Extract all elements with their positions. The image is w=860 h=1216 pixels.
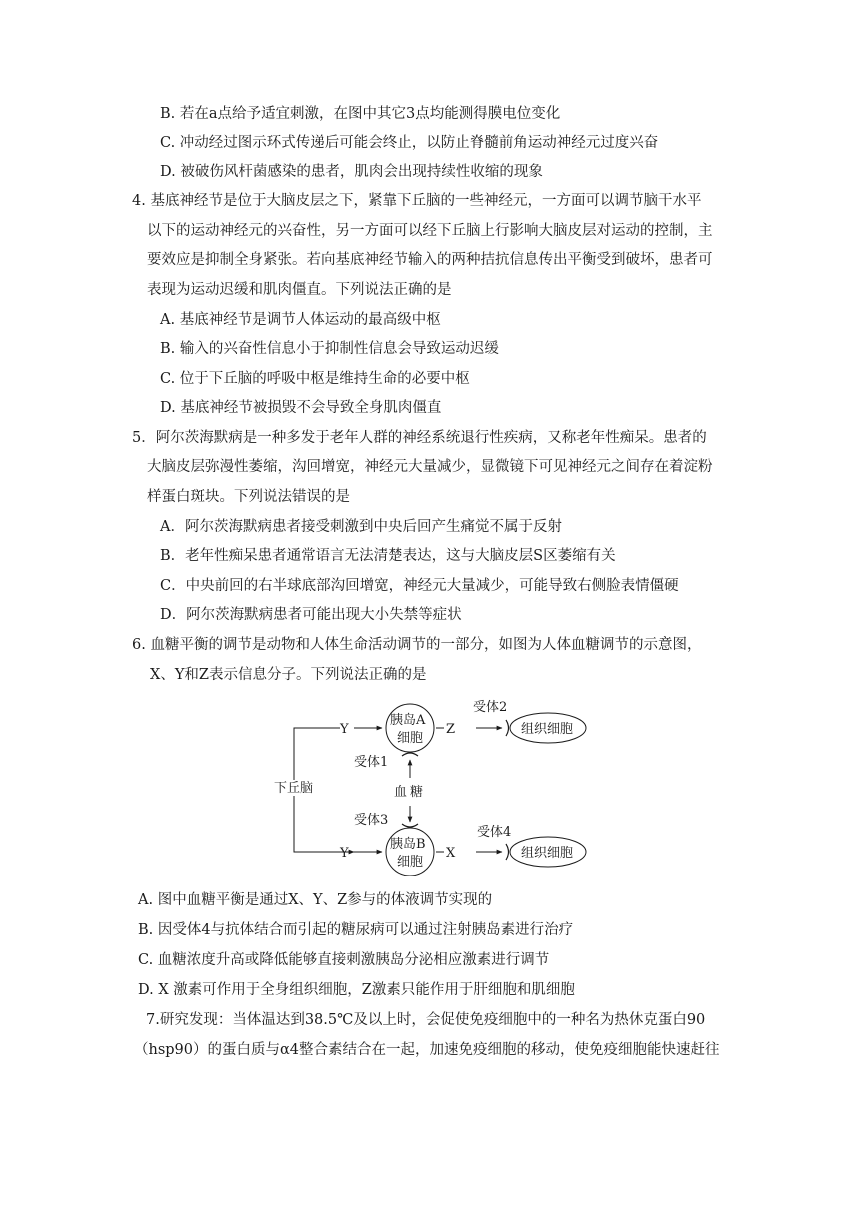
q5-option-a: A．阿尔茨海默病患者接受刺激到中央后回产生痛觉不属于反射 — [160, 519, 562, 535]
q4-option-d: D. 基底神经节被损毁不会导致全身肌肉僵直 — [160, 400, 442, 416]
islet-a-label-line-2: 细胞 — [397, 731, 424, 746]
receptor-2-mark — [506, 720, 509, 736]
receptor-1-label: 受体1 — [354, 755, 389, 770]
hypothalamus-label: 下丘脑 — [274, 781, 314, 796]
q7-stem-line-1: 7.研究发现：当体温达到38.5℃及以上时，会促使免疫细胞中的一种名为热休克蛋白90 — [146, 1012, 706, 1028]
q5-stem-line-1: 5．阿尔茨海默病是一种多发于老年人群的神经系统退行性疾病，又称老年性痴呆。患者的 — [132, 430, 707, 446]
q4-option-a: A. 基底神经节是调节人体运动的最高级中枢 — [160, 312, 441, 328]
hypothalamus-bracket-line — [294, 728, 334, 780]
q6-stem-line-1: 6. 血糖平衡的调节是动物和人体生命活动调节的一部分，如图为人体血糖调节的示意图， — [132, 637, 702, 653]
q4-stem-line-2: 以下的运动神经元的兴奋性，另一方面可以经下丘脑上行影响大脑皮层对运动的控制，主 — [147, 223, 713, 239]
q6-option-d: D. X 激素可作用于全身组织细胞，Z激素只能作用于肝细胞和肌细胞 — [138, 982, 575, 998]
q6-option-b: B. 因受体4与抗体结合而引起的糖尿病可以通过注射胰岛素进行治疗 — [138, 922, 574, 938]
q5-stem-line-2: 大脑皮层弥漫性萎缩，沟回增宽，神经元大量减少，显微镜下可见神经元之间存在着淀粉 — [147, 459, 713, 475]
q3-option-c: C. 冲动经过图示环式传递后可能会终止，以防止脊髓前角运动神经元过度兴奋 — [160, 135, 659, 151]
q3-option-b: B. 若在a点给予适宜刺激，在图中其它3点均能测得膜电位变化 — [160, 106, 561, 122]
q5-option-d: D．阿尔茨海默病患者可能出现大小失禁等症状 — [160, 607, 462, 623]
receptor-3-label: 受体3 — [354, 813, 389, 828]
blood-sugar-regulation-diagram — [270, 692, 600, 876]
q7-stem-line-2: （hsp90）的蛋白质与α4整合素结合在一起，加速免疫细胞的移动，使免疫细胞能快速赶往 — [134, 1042, 720, 1058]
receptor-1-mark — [402, 753, 418, 756]
receptor-3-mark — [402, 824, 418, 827]
receptor-4-mark — [506, 844, 509, 860]
y-bottom-label: Y — [340, 846, 349, 861]
receptor-2-label: 受体2 — [473, 700, 508, 715]
z-label: Z — [446, 722, 456, 737]
q4-option-b: B. 输入的兴奋性信息小于抑制性信息会导致运动迟缓 — [160, 341, 499, 357]
q6-option-a: A. 图中血糖平衡是通过X、Y、Z参与的体液调节实现的 — [138, 892, 493, 908]
y-top-label: Y — [340, 722, 349, 737]
blood-sugar-label-2: 糖 — [410, 785, 424, 800]
q6-option-c: C. 血糖浓度升高或降低能够直接刺激胰岛分泌相应激素进行调节 — [138, 952, 550, 968]
tissue-cell-top-label: 组织细胞 — [521, 722, 574, 737]
hypothalamus-bracket-line-lower — [294, 796, 354, 852]
islet-b-label-line-1: 胰岛B — [390, 837, 426, 852]
q4-stem-line-3: 要效应是抑制全身紧张。若向基底神经节输入的两种拮抗信息传出平衡受到破坏，患者可 — [147, 252, 713, 268]
q5-stem-line-3: 样蛋白斑块。下列说法错误的是 — [147, 489, 350, 505]
q5-option-c: C．中央前回的右半球底部沟回增宽，神经元大量减少，可能导致右侧脸表情僵硬 — [160, 578, 679, 594]
q6-stem-line-2: X、Y和Z表示信息分子。下列说法正确的是 — [150, 667, 427, 683]
q5-option-b: B．老年性痴呆患者通常语言无法清楚表达，这与大脑皮层S区萎缩有关 — [160, 548, 616, 564]
islet-a-label-line-1: 胰岛A — [390, 713, 426, 728]
x-label: X — [446, 846, 456, 861]
q4-option-c: C. 位于下丘脑的呼吸中枢是维持生命的必要中枢 — [160, 371, 470, 387]
blood-sugar-label-1: 血 — [394, 785, 408, 800]
tissue-cell-bottom-label: 组织细胞 — [521, 846, 574, 861]
receptor-4-label: 受体4 — [477, 825, 512, 840]
q4-stem-line-4: 表现为运动迟缓和肌肉僵直。下列说法正确的是 — [147, 282, 452, 298]
islet-b-label-line-2: 细胞 — [397, 855, 424, 870]
q3-option-d: D. 被破伤风杆菌感染的患者，肌肉会出现持续性收缩的现象 — [160, 164, 543, 180]
q4-stem-line-1: 4. 基底神经节是位于大脑皮层之下，紧靠下丘脑的一些神经元，一方面可以调节脑干水平 — [132, 193, 702, 209]
